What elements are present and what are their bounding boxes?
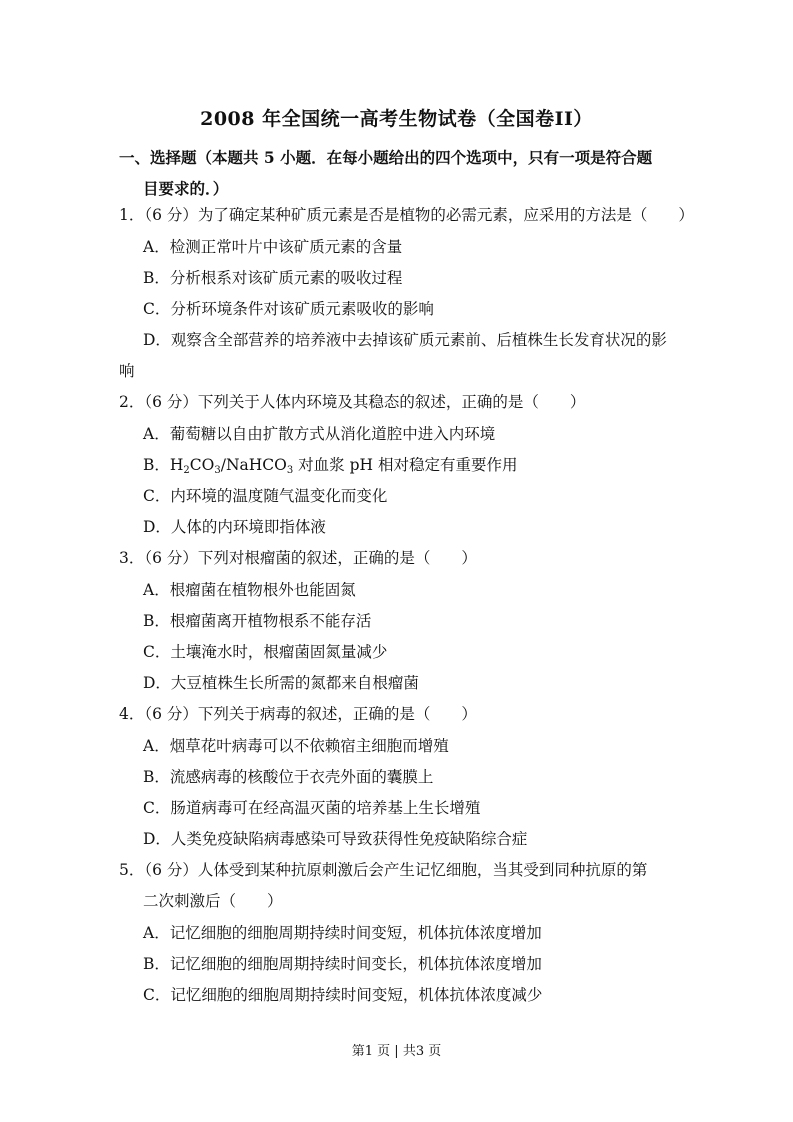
question-1-option-d-continued: 响 (119, 362, 135, 380)
formula-part: /NaHCO (220, 456, 287, 474)
question-5-option-a: A．记忆细胞的细胞周期持续时间变短，机体抗体浓度增加 (143, 924, 542, 942)
question-2-option-c: C．内环境的温度随气温变化而变化 (143, 487, 388, 505)
option-b-prefix: B．H (143, 456, 184, 474)
question-4-option-c: C．肠道病毒可在经高温灭菌的培养基上生长增殖 (143, 799, 481, 817)
option-b-rest: 对血浆 pH 相对稳定有重要作用 (293, 456, 518, 474)
question-3-option-a: A．根瘤菌在植物根外也能固氮 (143, 581, 356, 599)
question-1-option-d: D．观察含全部营养的培养液中去掉该矿质元素前、后植株生长发育状况的影 (143, 331, 667, 349)
formula-part: CO (189, 456, 215, 474)
question-5-option-b: B．记忆细胞的细胞周期持续时间变长，机体抗体浓度增加 (143, 955, 542, 973)
question-4-option-b: B．流感病毒的核酸位于衣壳外面的囊膜上 (143, 768, 434, 786)
subscript: 2 (183, 465, 190, 476)
question-3-option-c: C．土壤淹水时，根瘤菌固氮量减少 (143, 643, 388, 661)
question-5-option-c: C．记忆细胞的细胞周期持续时间变短，机体抗体浓度减少 (143, 986, 543, 1004)
question-2-option-a: A．葡萄糖以自由扩散方式从消化道腔中进入内环境 (143, 425, 496, 443)
question-2-stem: 2．（6 分）下列关于人体内环境及其稳态的叙述，正确的是（ ） (119, 393, 586, 411)
question-1-option-c: C．分析环境条件对该矿质元素吸收的影响 (143, 300, 434, 318)
question-3-stem: 3．（6 分）下列对根瘤菌的叙述，正确的是（ ） (119, 549, 477, 567)
question-5-stem-continued: 二次刺激后（ ） (143, 892, 283, 910)
question-3-option-b: B．根瘤菌离开植物根系不能存活 (143, 612, 372, 630)
question-3-option-d: D．大豆植株生长所需的氮都来自根瘤菌 (143, 674, 419, 692)
question-2-option-b (143, 455, 517, 475)
question-1-option-a: A．检测正常叶片中该矿质元素的含量 (143, 238, 403, 256)
question-2-option-d: D．人体的内环境即指体液 (143, 518, 326, 536)
question-4-stem: 4．（6 分）下列关于病毒的叙述，正确的是（ ） (119, 705, 477, 723)
subscript: 3 (286, 465, 294, 476)
section-heading-line2: 目要求的．） (143, 179, 229, 198)
page-footer: 第1 页 | 共3 页 (351, 1044, 442, 1059)
section-heading-line1: 一、选择题（本题共 5 小题．在每小题给出的四个选项中，只有一项是符合题 (119, 148, 653, 167)
question-5-stem: 5．（6 分）人体受到某种抗原刺激后会产生记忆细胞，当其受到同种抗原的第 (119, 861, 648, 879)
question-1-option-b: B．分析根系对该矿质元素的吸收过程 (143, 269, 403, 287)
question-1-stem: 1．（6 分）为了确定某种矿质元素是否是植物的必需元素，应采用的方法是（ ） (119, 206, 694, 224)
question-4-option-a: A．烟草花叶病毒可以不依赖宿主细胞而增殖 (143, 737, 449, 755)
subscript: 3 (214, 465, 221, 476)
question-4-option-d: D．人类免疫缺陷病毒感染可导致获得性免疫缺陷综合症 (143, 830, 528, 848)
page-title: 2008 年全国统一高考生物试卷（全国卷II） (200, 108, 593, 130)
section-heading (119, 142, 679, 204)
